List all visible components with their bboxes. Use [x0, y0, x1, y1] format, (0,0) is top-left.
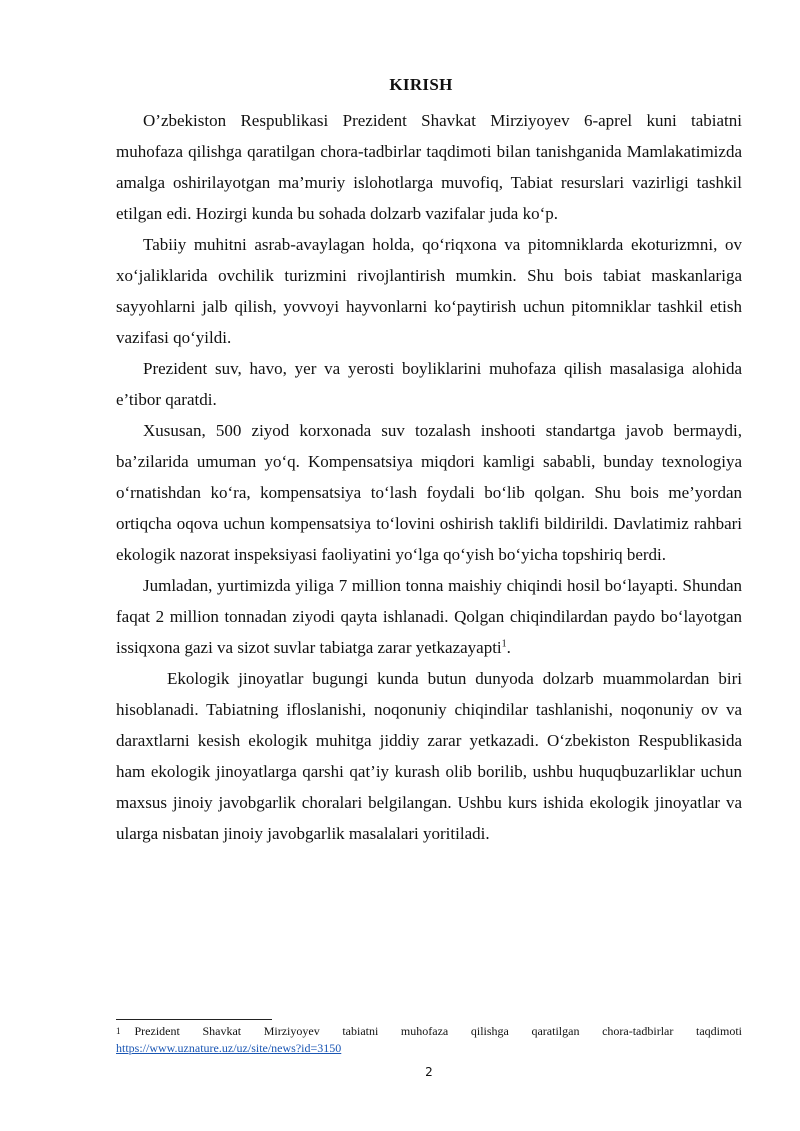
paragraph-5: [116, 570, 742, 663]
paragraph-4: Xususan, 500 ziyod korxonada suv tozalash inshooti standartga javob bermaydi, ba’zilarida umuman yo‘q. Kompensatsiya miqdori kamligi sababli, bunday texnologiya o‘rnatishdan ko‘ra, kompensatsiya to‘lash foydali bo‘lib qolgan. Shu bois me’yordan ortiqcha oqova uchun kompensatsiya to‘lovini oshirish taklifi bildirildi. Davlatimiz rahbari ekologik nazorat inspeksiyasi faoliyatini yo‘lga qo‘yish bo‘yicha topshiriq berdi.: [116, 421, 742, 564]
paragraph-5-text: Jumladan, yurtimizda yiliga 7 million tonna maishiy chiqindi hosil bo‘layapti. Shundan faqat 2 million tonnadan ziyodi qayta ishlanadi. Qolgan chiqindilardan paydo bo‘layotgan issiqxona gazi va sizot suvlar tabiatga zarar yetkazayapti: [116, 576, 742, 657]
paragraph-1: O’zbekiston Respublikasi Prezident Shavkat Mirziyoyev 6-aprel kuni tabiatni muhofaza qilishga qaratilgan chora-tadbirlar taqdimoti bilan tanishganida Mamlakatimizda amalga oshirilayotgan ma’muriy islohotlarga muvofiq, Tabiat resurslari vazirligi tashkil etilgan edi. Hozirgi kunda bu sohada dolzarb vazifalar juda ko‘p.: [116, 111, 742, 223]
footnote-divider: [116, 1019, 272, 1020]
page-title: KIRISH: [389, 75, 453, 94]
footnote-text: Prezident Shavkat Mirziyoyev tabiatni muhofaza qilishga qaratilgan chora-tadbirlar taqdimoti: [134, 1024, 742, 1038]
footnote: [116, 1023, 742, 1057]
paragraph-3: Prezident suv, havo, yer va yerosti boyliklarini muhofaza qilish masalasiga alohida e’tibor qaratdi.: [116, 359, 742, 409]
body-text: [116, 105, 742, 849]
footnote-link[interactable]: https://www.uznature.uz/uz/site/news?id=3150: [116, 1041, 342, 1055]
paragraph-2: Tabiiy muhitni asrab-avaylagan holda, qo‘riqxona va pitomniklarda ekoturizmni, ov xo‘jaliklarida ovchilik turizmini rivojlantirish mumkin. Shu bois tabiat maskanlariga sayyohlarni jalb qilish, yovvoyi hayvonlarni ko‘paytirish uchun pitomniklar tashkil etish vazifasi qo‘yildi.: [116, 235, 742, 347]
footnote-text-line: [116, 1023, 742, 1040]
footnote-reference[interactable]: 1: [501, 638, 507, 650]
paragraph-5-end: .: [506, 638, 511, 657]
paragraph-6: Ekologik jinoyatlar bugungi kunda butun dunyoda dolzarb muammolardan biri hisoblanadi. Tabiatning ifloslanishi, noqonuniy chiqindilar tashlanishi, noqonuniy ov va daraxtlarni kesish ekologik muhitga jiddiy zarar yetkazadi. O‘zbekiston Respublikasida ham ekologik jinoyatlarga qarshi qat’iy kurash olib borilib, ushbu huquqbuzarliklar uchun maxsus jinoiy javobgarlik choralari belgilangan. Ushbu kurs ishida ekologik jinoyatlar va ularga nisbatan jinoiy javobgarlik masalalari yoritiladi.: [116, 669, 742, 843]
page-number: 2: [425, 1065, 433, 1079]
footnote-number: 1: [116, 1026, 121, 1036]
